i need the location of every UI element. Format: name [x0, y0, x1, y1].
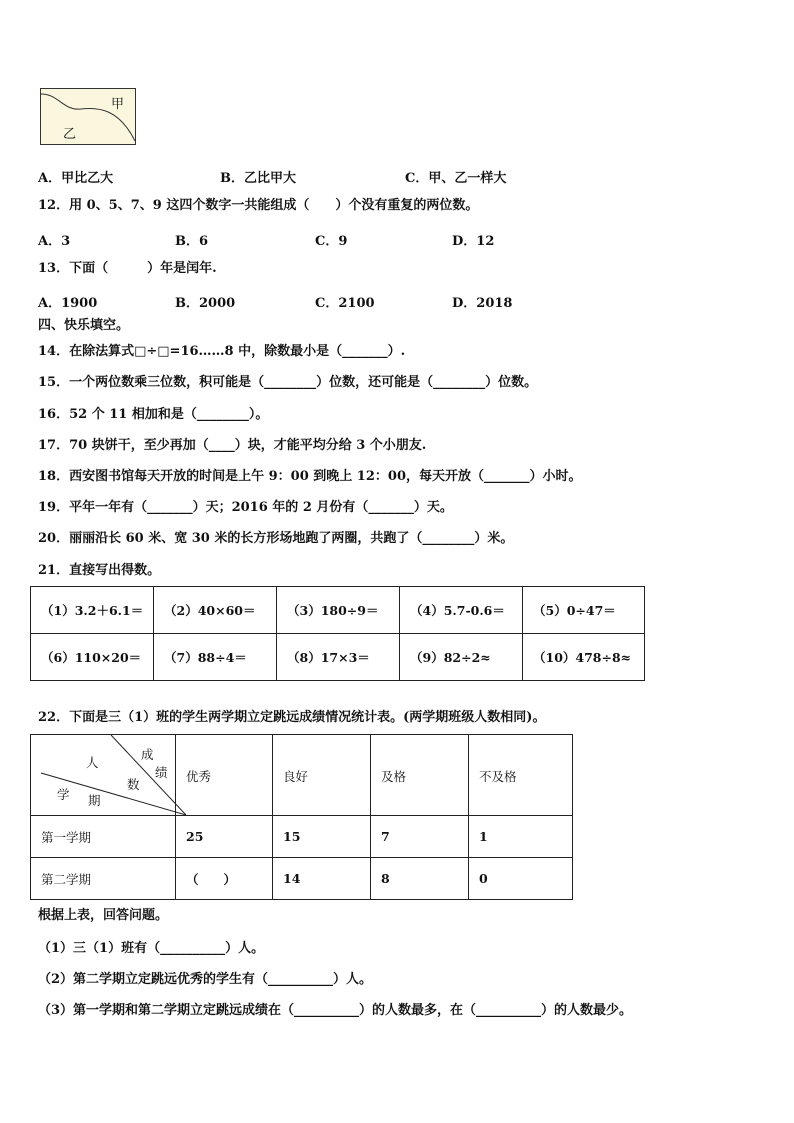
q12-option-b[interactable]: B．6: [175, 234, 209, 249]
table-cell: 14: [273, 858, 371, 900]
q13-text: 13．下面（ ）年是闰年.: [38, 261, 217, 276]
table-row: [31, 816, 573, 858]
col-fail: 不及格: [469, 735, 573, 816]
section-title: 四、快乐填空。: [38, 318, 130, 333]
table-row: [31, 858, 573, 900]
col-excellent: 优秀: [176, 735, 273, 816]
q16-text: 16．52 个 11 相加和是（________）。: [38, 407, 269, 422]
table-cell: 1: [469, 816, 573, 858]
col-good: 良好: [273, 735, 371, 816]
q22-sub-3: （3）第一学期和第二学期立定跳远成绩在（__________）的人数最多，在（__________）的人数最少。: [38, 1003, 633, 1018]
q20-text: 20．丽丽沿长 60 米、宽 30 米的长方形场地跑了两圈，共跑了（________）米。: [38, 531, 514, 546]
table-cell: （9）82÷2≈: [400, 634, 523, 681]
jump-stats-table: [30, 734, 573, 900]
table-row: [31, 587, 645, 634]
q13-option-c[interactable]: C．2100: [315, 296, 375, 311]
q12-text: 12．用 0、5、7、9 这四个数字一共能组成（ ）个没有重复的两位数。: [38, 198, 479, 213]
q22-sub-2: （2）第二学期立定跳远优秀的学生有（__________）人。: [38, 972, 373, 987]
diag-shu: 数: [127, 777, 140, 792]
diag-cheng: 成: [141, 747, 154, 762]
table-cell: （5）0÷47＝: [523, 587, 645, 634]
q13-option-b[interactable]: B．2000: [175, 296, 236, 311]
q13-option-d[interactable]: D．2018: [452, 296, 513, 311]
q17-text: 17．70 块饼干，至少再加（____）块，才能平均分给 3 个小朋友.: [38, 438, 427, 453]
q12-option-d[interactable]: D．12: [452, 234, 495, 249]
q12-option-c[interactable]: C．9: [315, 234, 348, 249]
diag-qi: 期: [88, 793, 101, 808]
table-header-row: [31, 735, 573, 816]
q18-text: 18．西安图书馆每天开放的时间是上午 9：00 到晚上 12：00，每天开放（_______）小时。: [38, 469, 582, 484]
table-cell: （4）5.7-0.6＝: [400, 587, 523, 634]
label-yi: 乙: [63, 127, 77, 142]
table-cell: （1）3.2＋6.1＝: [31, 587, 154, 634]
q13-option-a[interactable]: A．1900: [38, 296, 98, 311]
q19-text: 19．平年一年有（_______）天；2016 年的 2 月份有（_______）天。: [38, 500, 453, 515]
comparison-figure: [40, 88, 136, 145]
table-cell: 0: [469, 858, 573, 900]
q22-sub-1: （1）三（1）班有（__________）人。: [38, 941, 265, 956]
table-cell: （7）88÷4＝: [154, 634, 277, 681]
q21-text: 21．直接写出得数。: [38, 563, 161, 578]
col-pass: 及格: [371, 735, 469, 816]
table-cell: 15: [273, 816, 371, 858]
table-row: [31, 634, 645, 681]
row-label: 第二学期: [31, 858, 176, 900]
diag-ren: 人: [86, 755, 99, 770]
mental-math-table: [30, 586, 645, 681]
q12-option-a[interactable]: A．3: [38, 234, 71, 249]
row-label: 第一学期: [31, 816, 176, 858]
table-cell: （8）17×3＝: [277, 634, 400, 681]
q11-option-c[interactable]: C．甲、乙一样大: [405, 171, 507, 186]
table-cell: （6）110×20＝: [31, 634, 154, 681]
q15-text: 15．一个两位数乘三位数，积可能是（________）位数，还可能是（________）位数。: [38, 375, 538, 390]
table-cell: 8: [371, 858, 469, 900]
answer-blank-cell[interactable]: （ ）: [176, 858, 273, 900]
q11-option-b[interactable]: B．乙比甲大: [220, 171, 296, 186]
table-cell: （2）40×60＝: [154, 587, 277, 634]
q14-text: 14．在除法算式□÷□=16……8 中，除数最小是（_______）.: [38, 344, 406, 359]
table-cell: （3）180÷9＝: [277, 587, 400, 634]
label-jia: 甲: [111, 97, 125, 112]
diag-xue: 学: [57, 787, 70, 802]
diag-ji: 绩: [155, 765, 168, 780]
q22-prompt: 根据上表，回答问题。: [38, 908, 169, 923]
table-cell: （10）478÷8≈: [523, 634, 645, 681]
q22-text: 22．下面是三（1）班的学生两学期立定跳远成绩情况统计表。(两学期班级人数相同)。: [38, 710, 546, 725]
table-cell: 25: [176, 816, 273, 858]
diagonal-header-cell: [31, 735, 176, 816]
q11-option-a[interactable]: A．甲比乙大: [38, 171, 114, 186]
table-cell: 7: [371, 816, 469, 858]
